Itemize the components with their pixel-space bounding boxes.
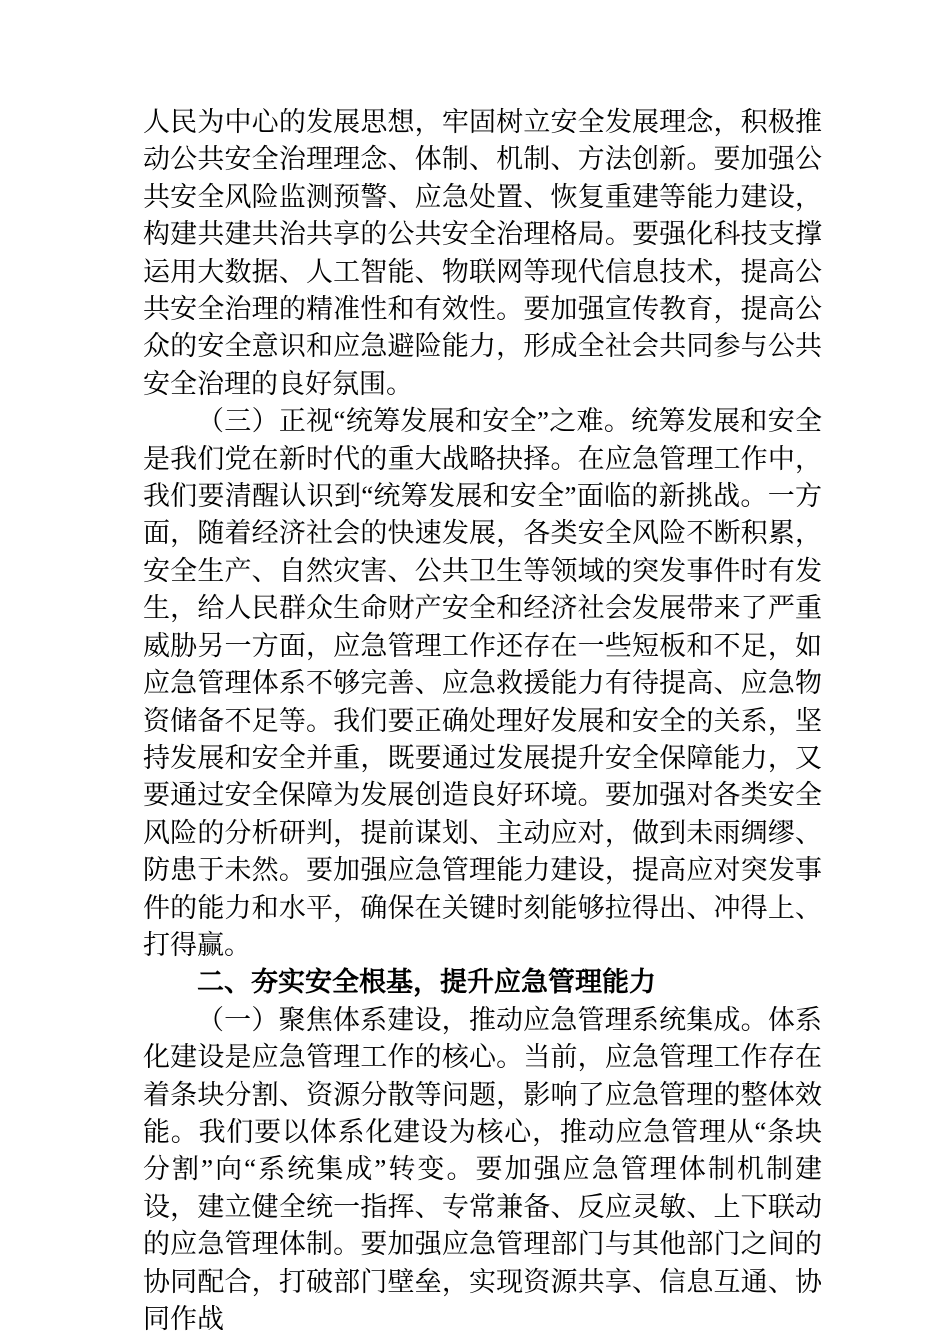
section-2-heading: 二、夯实安全根基，提升应急管理能力: [197, 967, 656, 998]
paragraph-section-2-item-1: （一）聚焦体系建设，推动应急管理系统集成。体系化建设是应急管理工作的核心。当前，应急管理工作存在着条块分割、资源分散等问题，影响了应急管理的整体效能。我们要以体系化建设为核心，推动应急管理从“条块分割”向“系统集成”转变。要加强应急管理体制机制建设，建立健全统一指挥、专常兼备、反应灵敏、上下联动的应急管理体制。要加强应急管理部门与其他部门之间的协同配合，打破部门壁垒，实现资源共享、信息互通、协同作战: [143, 1004, 822, 1334]
paragraph-section-1-item-3: （三）正视“统筹发展和安全”之难。统筹发展和安全是我们党在新时代的重大战略抉择。在应急管理工作中，我们要清醒认识到“统筹发展和安全”面临的新挑战。一方面，随着经济社会的快速发展，各类安全风险不断积累，安全生产、自然灾害、公共卫生等领域的突发事件时有发生，给人民群众生命财产安全和经济社会发展带来了严重威胁另一方面，应急管理工作还存在一些短板和不足，如应急管理体系不够完善、应急救援能力有待提高、应急物资储备不足等。我们要正确处理好发展和安全的关系，坚持发展和安全并重，既要通过发展提升安全保障能力，又要通过安全保障为发展创造良好环境。要加强对各类安全风险的分析研判，提前谋划、主动应对，做到未雨绸缪、防患于未然。要加强应急管理能力建设，提高应对突发事件的能力和水平，确保在关键时刻能够拉得出、冲得上、打得赢。: [143, 406, 822, 960]
paragraph-continuation: 人民为中心的发展思想，牢固树立安全发展理念，积极推动公共安全治理理念、体制、机制、方法创新。要加强公共安全风险监测预警、应急处置、恢复重建等能力建设，构建共建共治共享的公共安全治理格局。要强化科技支撑运用大数据、人工智能、物联网等现代信息技术，提高公共安全治理的精准性和有效性。要加强宣传教育，提高公众的安全意识和应急避险能力，形成全社会共同参与公共安全治理的良好氛围。: [143, 107, 822, 399]
